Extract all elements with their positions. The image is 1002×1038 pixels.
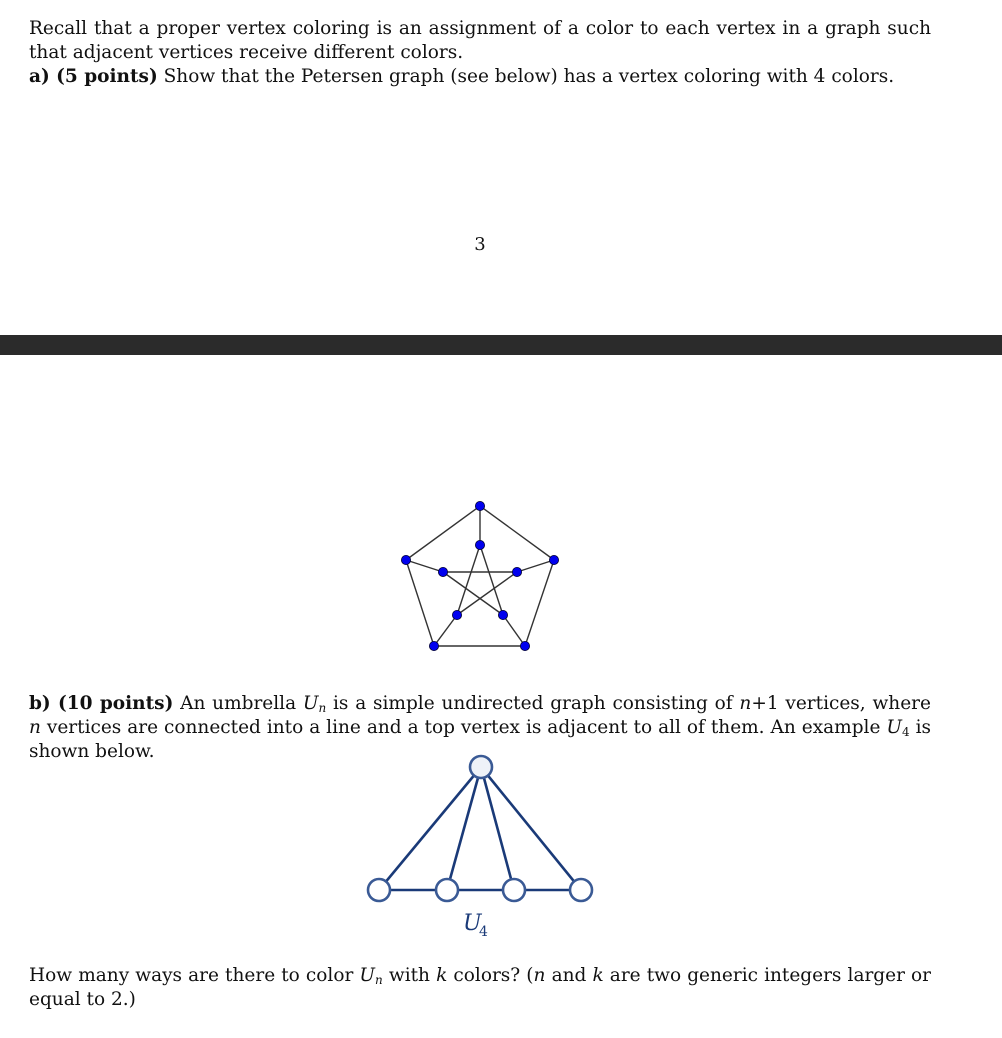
petersen-vertex bbox=[452, 610, 461, 619]
part-b-text: is shown below. bbox=[29, 717, 932, 762]
petersen-vertex bbox=[549, 555, 558, 564]
petersen-edge bbox=[457, 572, 517, 615]
petersen-vertex bbox=[520, 641, 529, 650]
page-divider bbox=[0, 335, 1002, 355]
math-var: n bbox=[29, 717, 41, 738]
umbrella-label-var: U bbox=[463, 911, 482, 936]
petersen-edge bbox=[434, 615, 457, 646]
petersen-edge bbox=[503, 615, 525, 646]
umbrella-vertex bbox=[570, 879, 592, 901]
petersen-edge bbox=[517, 560, 554, 572]
math-sub: n bbox=[318, 701, 327, 715]
part-b-text: vertices are connected into a line and a top vertex is adjacent to all of them. An example bbox=[46, 717, 881, 738]
question-text: and bbox=[551, 965, 587, 986]
math-var: n bbox=[533, 965, 546, 986]
math-var: k bbox=[436, 965, 448, 986]
umbrella-edges bbox=[379, 767, 581, 890]
question-text: How many ways are there to color bbox=[29, 965, 354, 986]
umbrella-label-sub: 4 bbox=[479, 924, 488, 940]
umbrella-edge bbox=[447, 767, 481, 890]
part-b-paragraph bbox=[29, 692, 931, 764]
math-sub: 4 bbox=[901, 725, 910, 739]
petersen-edge bbox=[457, 545, 480, 615]
math-plus-one: +1 bbox=[751, 693, 779, 714]
petersen-edge bbox=[406, 506, 480, 560]
petersen-vertex bbox=[475, 501, 484, 510]
petersen-edge bbox=[406, 560, 443, 572]
petersen-vertex bbox=[475, 540, 484, 549]
part-a-text: Show that the Petersen graph (see below) has a vertex coloring with 4 colors. bbox=[163, 66, 895, 87]
umbrella-vertex bbox=[368, 879, 390, 901]
petersen-vertex bbox=[401, 555, 410, 564]
umbrella-vertex bbox=[503, 879, 525, 901]
math-var: k bbox=[592, 965, 604, 986]
petersen-vertex bbox=[512, 567, 521, 576]
umbrella-vertex bbox=[436, 879, 458, 901]
umbrella-edge bbox=[481, 767, 514, 890]
intro-paragraph: Recall that a proper vertex coloring is an assignment of a color to each vertex in a graph such that adjacent vertices receive different colors. bbox=[29, 18, 931, 63]
petersen-edges bbox=[406, 506, 554, 646]
umbrella-edge bbox=[379, 767, 481, 890]
math-sub: n bbox=[375, 973, 383, 987]
part-b-text: An umbrella bbox=[180, 693, 297, 714]
question-text: are two generic integers larger or equal to 2.) bbox=[29, 965, 932, 1010]
petersen-edge bbox=[480, 506, 554, 560]
petersen-edge bbox=[480, 545, 503, 615]
petersen-vertices bbox=[401, 501, 558, 650]
petersen-edge bbox=[525, 560, 554, 646]
math-var: U bbox=[886, 717, 902, 738]
math-var: n bbox=[739, 693, 752, 714]
umbrella-vertices bbox=[368, 756, 592, 901]
part-a-paragraph bbox=[29, 65, 931, 89]
math-var: U bbox=[359, 965, 376, 986]
math-var: U bbox=[302, 693, 319, 714]
question-text: with bbox=[388, 965, 430, 986]
umbrella-edge bbox=[481, 767, 581, 890]
part-a-label: a) (5 points) bbox=[29, 66, 158, 87]
petersen-edge bbox=[443, 572, 503, 615]
part-b-text: is a simple undirected graph consisting of bbox=[333, 693, 733, 714]
part-b-text: vertices, where bbox=[785, 693, 931, 714]
question-paragraph bbox=[29, 964, 931, 1012]
page-number: 3 bbox=[474, 234, 486, 255]
question-text: colors? ( bbox=[453, 965, 534, 986]
petersen-vertex bbox=[438, 567, 447, 576]
petersen-vertex bbox=[498, 610, 507, 619]
part-b-label: b) (10 points) bbox=[29, 693, 174, 714]
petersen-vertex bbox=[429, 641, 438, 650]
petersen-edge bbox=[406, 560, 434, 646]
